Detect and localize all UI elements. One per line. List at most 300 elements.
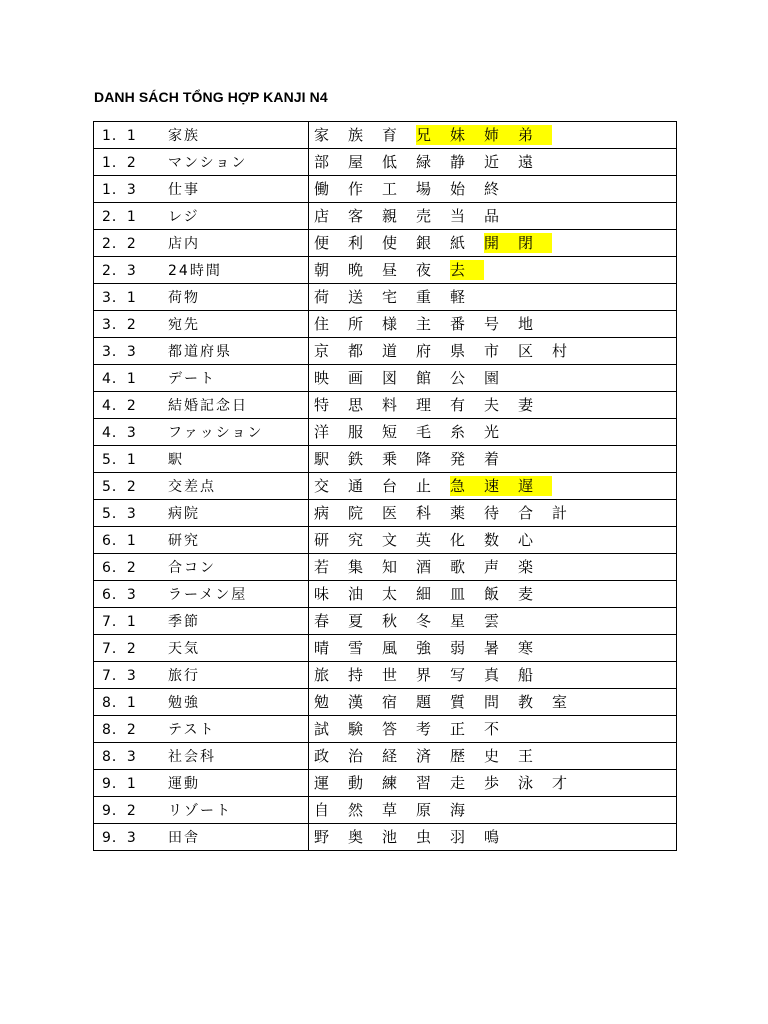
kanji-char-highlighted: 急: [450, 476, 484, 496]
table-row: [94, 230, 677, 257]
lesson-topic: マンション: [168, 155, 248, 171]
kanji-char: 羽: [450, 828, 466, 846]
kanji-char: 客: [348, 207, 364, 225]
kanji-char: 荷: [314, 288, 330, 306]
lesson-cell: [94, 770, 309, 797]
kanji-char: 交: [314, 477, 330, 495]
kanji-char: 心: [518, 531, 534, 549]
kanji-char: 理: [416, 396, 432, 414]
lesson-number: 9．1: [102, 776, 137, 792]
kanji-char: 合: [518, 504, 534, 522]
kanji-char: 場: [416, 180, 432, 198]
kanji-char: 毛: [416, 423, 432, 441]
lesson-topic: 駅: [168, 452, 184, 468]
kanji-char: 紙: [450, 234, 466, 252]
kanji-cell: [309, 392, 677, 419]
kanji-char-highlighted: 妹: [450, 125, 484, 145]
kanji-cell: [309, 338, 677, 365]
kanji-char: 数: [484, 531, 500, 549]
kanji-char: 油: [348, 585, 364, 603]
table-row: [94, 149, 677, 176]
lesson-topic: 運動: [168, 776, 200, 792]
kanji-char: 奥: [348, 828, 364, 846]
kanji-char: 有: [450, 396, 466, 414]
lesson-number: 9．3: [102, 830, 137, 846]
kanji-char: 雪: [348, 639, 364, 657]
kanji-char: 世: [382, 666, 398, 684]
lesson-topic: 24時間: [168, 263, 222, 279]
kanji-cell: [309, 365, 677, 392]
kanji-char: 冬: [416, 612, 432, 630]
lesson-topic: ラーメン屋: [168, 587, 248, 603]
kanji-char: 始: [450, 180, 466, 198]
kanji-char: 済: [416, 747, 432, 765]
lesson-topic: 結婚記念日: [168, 398, 248, 414]
kanji-char: 画: [348, 369, 364, 387]
kanji-char: 雲: [484, 612, 500, 630]
kanji-char: 住: [314, 315, 330, 333]
kanji-char: 春: [314, 612, 330, 630]
kanji-char: 育: [382, 126, 398, 144]
kanji-char: 鉄: [348, 450, 364, 468]
lesson-number: 4．3: [102, 425, 137, 441]
kanji-char: 味: [314, 585, 330, 603]
kanji-char: 重: [416, 288, 432, 306]
kanji-char: 緑: [416, 153, 432, 171]
lesson-number: 2．3: [102, 263, 137, 279]
kanji-char: 草: [382, 801, 398, 819]
table-row: [94, 554, 677, 581]
kanji-char: 地: [518, 315, 534, 333]
lesson-number: 5．2: [102, 479, 137, 495]
kanji-char: 終: [484, 180, 500, 198]
kanji-char: 自: [314, 801, 330, 819]
lesson-topic: 病院: [168, 506, 200, 522]
table-row: [94, 662, 677, 689]
lesson-cell: [94, 203, 309, 230]
kanji-char: 歌: [450, 558, 466, 576]
table-row: [94, 338, 677, 365]
lesson-number: 1．2: [102, 155, 137, 171]
kanji-char-highlighted: 速: [484, 476, 518, 496]
lesson-cell: [94, 662, 309, 689]
kanji-cell: [309, 608, 677, 635]
kanji-char: 若: [314, 558, 330, 576]
kanji-char: 練: [382, 774, 398, 792]
kanji-char: 歩: [484, 774, 500, 792]
lesson-cell: [94, 176, 309, 203]
table-row: [94, 608, 677, 635]
kanji-char: 虫: [416, 828, 432, 846]
lesson-cell: [94, 149, 309, 176]
kanji-cell: [309, 311, 677, 338]
lesson-topic: 交差点: [168, 479, 216, 495]
kanji-char: 星: [450, 612, 466, 630]
kanji-char: 着: [484, 450, 500, 468]
lesson-topic: 田舎: [168, 830, 200, 846]
kanji-char: 寒: [518, 639, 534, 657]
kanji-char: 教: [518, 693, 534, 711]
kanji-char: 工: [382, 180, 398, 198]
kanji-char: 然: [348, 801, 364, 819]
kanji-char: 原: [416, 801, 432, 819]
kanji-char: 府: [416, 342, 432, 360]
document-title: DANH SÁCH TỔNG HỢP KANJI N4: [94, 89, 328, 105]
kanji-cell: [309, 284, 677, 311]
table-row: [94, 635, 677, 662]
lesson-cell: [94, 689, 309, 716]
lesson-number: 2．1: [102, 209, 137, 225]
kanji-char: 持: [348, 666, 364, 684]
kanji-char: 銀: [416, 234, 432, 252]
kanji-char: 村: [552, 342, 568, 360]
kanji-char: 池: [382, 828, 398, 846]
kanji-char: 泳: [518, 774, 534, 792]
kanji-char: 強: [416, 639, 432, 657]
lesson-number: 3．3: [102, 344, 137, 360]
table-row: [94, 473, 677, 500]
kanji-char: 究: [348, 531, 364, 549]
lesson-cell: [94, 635, 309, 662]
kanji-char: 号: [484, 315, 500, 333]
table-row: [94, 284, 677, 311]
kanji-cell: [309, 446, 677, 473]
kanji-char: 売: [416, 207, 432, 225]
lesson-topic: 荷物: [168, 290, 200, 306]
kanji-cell: [309, 635, 677, 662]
kanji-char: 楽: [518, 558, 534, 576]
lesson-cell: [94, 824, 309, 851]
kanji-char: 皿: [450, 585, 466, 603]
lesson-number: 6．1: [102, 533, 137, 549]
kanji-char: 英: [416, 531, 432, 549]
kanji-cell: [309, 149, 677, 176]
kanji-char: 医: [382, 504, 398, 522]
kanji-char: 近: [484, 153, 500, 171]
kanji-char: 道: [382, 342, 398, 360]
lesson-topic: 勉強: [168, 695, 200, 711]
kanji-char: 不: [484, 720, 500, 738]
lesson-number: 1．3: [102, 182, 137, 198]
kanji-cell: [309, 689, 677, 716]
lesson-number: 9．2: [102, 803, 137, 819]
kanji-char: 秋: [382, 612, 398, 630]
lesson-topic: 都道府県: [168, 344, 232, 360]
lesson-topic: 店内: [168, 236, 200, 252]
lesson-number: 2．2: [102, 236, 137, 252]
kanji-char: 朝: [314, 261, 330, 279]
kanji-char: 宿: [382, 693, 398, 711]
kanji-cell: [309, 419, 677, 446]
kanji-char: 市: [484, 342, 500, 360]
kanji-char: 太: [382, 585, 398, 603]
table-row: [94, 311, 677, 338]
table-row: [94, 122, 677, 149]
kanji-char: 映: [314, 369, 330, 387]
table-row: [94, 824, 677, 851]
kanji-char: 夏: [348, 612, 364, 630]
kanji-char: 通: [348, 477, 364, 495]
kanji-char: 降: [416, 450, 432, 468]
kanji-char: 京: [314, 342, 330, 360]
kanji-char: 家: [314, 126, 330, 144]
kanji-char: 台: [382, 477, 398, 495]
kanji-char: 才: [552, 774, 568, 792]
lesson-number: 7．3: [102, 668, 137, 684]
kanji-char: 声: [484, 558, 500, 576]
kanji-cell: [309, 554, 677, 581]
kanji-cell: [309, 824, 677, 851]
kanji-char: 軽: [450, 288, 466, 306]
lesson-cell: [94, 230, 309, 257]
kanji-char: 夜: [416, 261, 432, 279]
kanji-char: 院: [348, 504, 364, 522]
kanji-char: 考: [416, 720, 432, 738]
lesson-cell: [94, 473, 309, 500]
kanji-cell: [309, 716, 677, 743]
table-row: [94, 176, 677, 203]
kanji-char: 品: [484, 207, 500, 225]
table-row: [94, 446, 677, 473]
kanji-char: 服: [348, 423, 364, 441]
kanji-cell: [309, 257, 677, 284]
kanji-char: 暑: [484, 639, 500, 657]
kanji-char: 待: [484, 504, 500, 522]
kanji-char-highlighted: 姉: [484, 125, 518, 145]
kanji-char: 園: [484, 369, 500, 387]
lesson-topic: 家族: [168, 128, 200, 144]
lesson-cell: [94, 365, 309, 392]
kanji-char: 宅: [382, 288, 398, 306]
kanji-char: 歴: [450, 747, 466, 765]
kanji-char: 船: [518, 666, 534, 684]
lesson-cell: [94, 554, 309, 581]
kanji-char: 利: [348, 234, 364, 252]
kanji-cell: [309, 176, 677, 203]
kanji-char: 経: [382, 747, 398, 765]
kanji-char: 思: [348, 396, 364, 414]
kanji-cell: [309, 122, 677, 149]
kanji-char: 王: [518, 747, 534, 765]
table-row: [94, 392, 677, 419]
lesson-topic: 旅行: [168, 668, 200, 684]
kanji-char: 酒: [416, 558, 432, 576]
lesson-topic: テスト: [168, 722, 216, 738]
kanji-char: 計: [552, 504, 568, 522]
lesson-topic: 仕事: [168, 182, 200, 198]
kanji-cell: [309, 743, 677, 770]
kanji-char: 区: [518, 342, 534, 360]
lesson-cell: [94, 743, 309, 770]
lesson-cell: [94, 257, 309, 284]
lesson-number: 5．3: [102, 506, 137, 522]
lesson-topic: リゾート: [168, 803, 232, 819]
lesson-cell: [94, 392, 309, 419]
kanji-char: 室: [552, 693, 568, 711]
kanji-char: 静: [450, 153, 466, 171]
kanji-char: 野: [314, 828, 330, 846]
kanji-char: 昼: [382, 261, 398, 279]
kanji-char: 所: [348, 315, 364, 333]
kanji-char: 晴: [314, 639, 330, 657]
kanji-char: 弱: [450, 639, 466, 657]
kanji-char: 糸: [450, 423, 466, 441]
kanji-char: 作: [348, 180, 364, 198]
table-row: [94, 581, 677, 608]
kanji-char: 駅: [314, 450, 330, 468]
kanji-char: 県: [450, 342, 466, 360]
kanji-char: 走: [450, 774, 466, 792]
kanji-char: 動: [348, 774, 364, 792]
lesson-number: 8．3: [102, 749, 137, 765]
kanji-char: 漢: [348, 693, 364, 711]
kanji-cell: [309, 473, 677, 500]
lesson-number: 6．3: [102, 587, 137, 603]
kanji-cell: [309, 500, 677, 527]
kanji-char: 便: [314, 234, 330, 252]
kanji-char: 晩: [348, 261, 364, 279]
kanji-char: 運: [314, 774, 330, 792]
lesson-topic: ファッション: [168, 425, 264, 441]
kanji-char: 館: [416, 369, 432, 387]
kanji-char: 低: [382, 153, 398, 171]
kanji-cell: [309, 230, 677, 257]
kanji-char: 料: [382, 396, 398, 414]
kanji-char-highlighted: 開: [484, 233, 518, 253]
lesson-number: 8．1: [102, 695, 137, 711]
kanji-char: 遠: [518, 153, 534, 171]
kanji-char: 光: [484, 423, 500, 441]
kanji-char: 様: [382, 315, 398, 333]
lesson-number: 7．2: [102, 641, 137, 657]
kanji-char: 写: [450, 666, 466, 684]
kanji-char: 集: [348, 558, 364, 576]
kanji-char: 都: [348, 342, 364, 360]
kanji-char: 図: [382, 369, 398, 387]
kanji-char: 使: [382, 234, 398, 252]
kanji-cell: [309, 581, 677, 608]
lesson-number: 4．1: [102, 371, 137, 387]
kanji-char-highlighted: 弟: [518, 125, 552, 145]
table-row: [94, 500, 677, 527]
lesson-cell: [94, 581, 309, 608]
kanji-char: 鳴: [484, 828, 500, 846]
kanji-char: 海: [450, 801, 466, 819]
kanji-char: 質: [450, 693, 466, 711]
kanji-char: 細: [416, 585, 432, 603]
lesson-number: 8．2: [102, 722, 137, 738]
kanji-cell: [309, 527, 677, 554]
lesson-topic: 天気: [168, 641, 200, 657]
table-row: [94, 203, 677, 230]
kanji-char: 試: [314, 720, 330, 738]
table-row: [94, 419, 677, 446]
kanji-char: 短: [382, 423, 398, 441]
kanji-char: 止: [416, 477, 432, 495]
lesson-cell: [94, 500, 309, 527]
kanji-char-highlighted: 去: [450, 260, 484, 280]
lesson-number: 6．2: [102, 560, 137, 576]
lesson-topic: 研究: [168, 533, 200, 549]
kanji-char: 科: [416, 504, 432, 522]
lesson-cell: [94, 797, 309, 824]
lesson-number: 3．2: [102, 317, 137, 333]
lesson-topic: 合コン: [168, 560, 216, 576]
table-row: [94, 689, 677, 716]
kanji-char: 政: [314, 747, 330, 765]
kanji-char: 正: [450, 720, 466, 738]
kanji-char: 妻: [518, 396, 534, 414]
table-row: [94, 716, 677, 743]
lesson-cell: [94, 419, 309, 446]
kanji-cell: [309, 203, 677, 230]
table-row: [94, 770, 677, 797]
kanji-char: 勉: [314, 693, 330, 711]
kanji-char: 夫: [484, 396, 500, 414]
kanji-char: 当: [450, 207, 466, 225]
kanji-char: 文: [382, 531, 398, 549]
kanji-char: 族: [348, 126, 364, 144]
kanji-table: [93, 121, 677, 851]
table-row: [94, 527, 677, 554]
kanji-char: 病: [314, 504, 330, 522]
lesson-topic: デート: [168, 371, 216, 387]
lesson-cell: [94, 527, 309, 554]
kanji-char: 乗: [382, 450, 398, 468]
kanji-char: 問: [484, 693, 500, 711]
kanji-char: 化: [450, 531, 466, 549]
kanji-char-highlighted: 遅: [518, 476, 552, 496]
kanji-char: 習: [416, 774, 432, 792]
lesson-topic: レジ: [168, 209, 200, 225]
kanji-char: 答: [382, 720, 398, 738]
lesson-number: 4．2: [102, 398, 137, 414]
kanji-char: 治: [348, 747, 364, 765]
kanji-char: 部: [314, 153, 330, 171]
kanji-char: 親: [382, 207, 398, 225]
table-row: [94, 743, 677, 770]
lesson-topic: 社会科: [168, 749, 216, 765]
table-row: [94, 257, 677, 284]
kanji-char: 特: [314, 396, 330, 414]
kanji-char-highlighted: 閉: [518, 233, 552, 253]
lesson-topic: 宛先: [168, 317, 200, 333]
kanji-char: 真: [484, 666, 500, 684]
kanji-char: 店: [314, 207, 330, 225]
kanji-char: 主: [416, 315, 432, 333]
kanji-char: 薬: [450, 504, 466, 522]
lesson-cell: [94, 716, 309, 743]
kanji-char: 研: [314, 531, 330, 549]
lesson-cell: [94, 311, 309, 338]
kanji-cell: [309, 662, 677, 689]
kanji-char: 洋: [314, 423, 330, 441]
kanji-char: 番: [450, 315, 466, 333]
kanji-char: 史: [484, 747, 500, 765]
kanji-char: 題: [416, 693, 432, 711]
kanji-char: 発: [450, 450, 466, 468]
lesson-cell: [94, 338, 309, 365]
lesson-topic: 季節: [168, 614, 200, 630]
lesson-cell: [94, 446, 309, 473]
kanji-table-body: [94, 122, 677, 851]
kanji-char-highlighted: 兄: [416, 125, 450, 145]
lesson-cell: [94, 122, 309, 149]
kanji-char: 験: [348, 720, 364, 738]
lesson-number: 7．1: [102, 614, 137, 630]
lesson-number: 3．1: [102, 290, 137, 306]
kanji-char: 働: [314, 180, 330, 198]
